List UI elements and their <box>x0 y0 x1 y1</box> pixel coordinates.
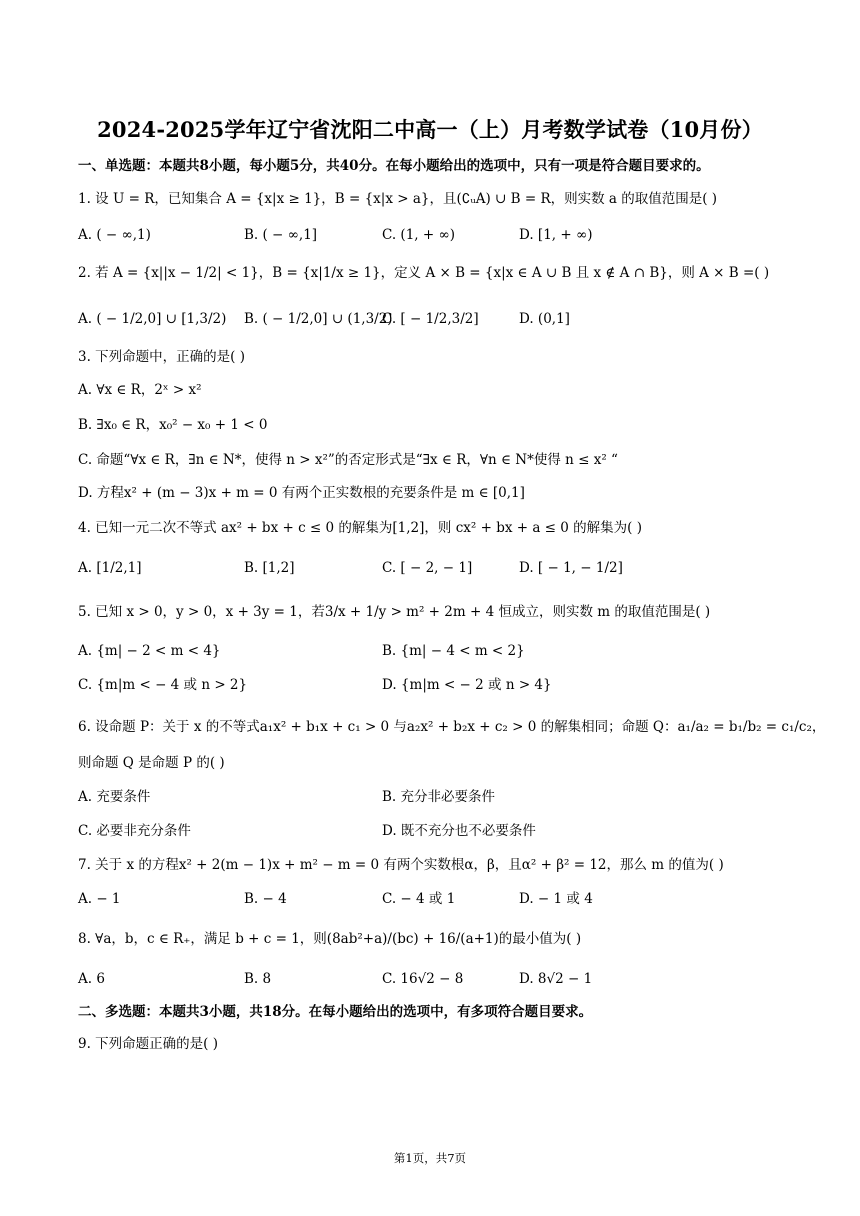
question-2: 2. 若 A = {x||x − 1/2| < 1}，B = {x|1/x ≥ 1}，定义 A × B = {x|x ∈ A ∪ B 且 x ∉ A ∩ B}，则 A × B =( ) <box>78 265 770 281</box>
q4-option-b: B. [1,2] <box>244 560 295 576</box>
q4-option-a: A. [1/2,1] <box>78 560 142 576</box>
q2-option-b: B. ( − 1/2,0] ∪ (1,3/2) <box>244 311 393 327</box>
q4-option-d: D. [ − 1, − 1/2] <box>519 560 623 576</box>
q3-option-b: B. ∃x₀ ∈ R，x₀² − x₀ + 1 < 0 <box>78 417 268 433</box>
q5-option-a: A. {m| − 2 < m < 4} <box>78 643 221 659</box>
q1-option-a: A. ( − ∞,1) <box>78 227 151 243</box>
q3-option-d: D. 方程x² + (m − 3)x + m = 0 有两个正实数根的充要条件是 m ∈ [0,1] <box>78 485 525 501</box>
q2-option-c: C. [ − 1/2,3/2] <box>382 311 479 327</box>
q7-option-b: B. − 4 <box>244 891 287 907</box>
question-5: 5. 已知 x > 0，y > 0，x + 3y = 1，若3/x + 1/y > m² + 2m + 4 恒成立，则实数 m 的取值范围是( ) <box>78 604 711 620</box>
question-7: 7. 关于 x 的方程x² + 2(m − 1)x + m² − m = 0 有两个实数根α，β，且α² + β² = 12，那么 m 的值为( ) <box>78 857 724 873</box>
question-6: 6. 设命题 P：关于 x 的不等式a₁x² + b₁x + c₁ > 0 与a₂x² + b₂x + c₂ > 0 的解集相同；命题 Q：a₁/a₂ = b₁/b₂ = c₁/c₂， <box>78 719 826 735</box>
question-8: 8. ∀a，b，c ∈ R₊，满足 b + c = 1，则(8ab²+a)/(bc) + 16/(a+1)的最小值为( ) <box>78 931 582 947</box>
question-4: 4. 已知一元二次不等式 ax² + bx + c ≤ 0 的解集为[1,2]，则 cx² + bx + a ≤ 0 的解集为( ) <box>78 520 642 536</box>
q7-option-c: C. − 4 或 1 <box>382 891 456 907</box>
q8-option-a: A. 6 <box>78 971 105 987</box>
question-3: 3. 下列命题中，正确的是( ) <box>78 349 245 365</box>
q6-option-d: D. 既不充分也不必要条件 <box>382 823 536 839</box>
q2-option-d: D. (0,1] <box>519 311 570 327</box>
question-9: 9. 下列命题正确的是( ) <box>78 1036 218 1052</box>
section-heading-multi-choice: 二、多选题：本题共3小题，共18分。在每小题给出的选项中，有多项符合题目要求。 <box>78 1004 593 1020</box>
q8-option-b: B. 8 <box>244 971 272 987</box>
section-heading-single-choice: 一、单选题：本题共8小题，每小题5分，共40分。在每小题给出的选项中，只有一项是符合题目要求的。 <box>78 158 710 174</box>
q6-option-a: A. 充要条件 <box>78 789 151 805</box>
q1-option-b: B. ( − ∞,1] <box>244 227 318 243</box>
question-1: 1. 设 U = R，已知集合 A = {x|x ≥ 1}，B = {x|x > a}，且(∁ᵤA) ∪ B = R，则实数 a 的取值范围是( ) <box>78 191 718 207</box>
q8-option-d: D. 8√2 − 1 <box>519 971 593 987</box>
q5-option-b: B. {m| − 4 < m < 2} <box>382 643 525 659</box>
q1-option-c: C. (1, + ∞) <box>382 227 455 243</box>
q6-option-b: B. 充分非必要条件 <box>382 789 496 805</box>
q6-option-c: C. 必要非充分条件 <box>78 823 191 839</box>
q3-option-a: A. ∀x ∈ R，2ˣ > x² <box>78 382 202 398</box>
q7-option-d: D. − 1 或 4 <box>519 891 593 907</box>
q2-option-a: A. ( − 1/2,0] ∪ [1,3/2) <box>78 311 227 327</box>
q7-option-a: A. − 1 <box>78 891 121 907</box>
q5-option-d: D. {m|m < − 2 或 n > 4} <box>382 677 552 693</box>
q8-option-c: C. 16√2 − 8 <box>382 971 464 987</box>
page-footer: 第1页，共7页 <box>393 1151 467 1165</box>
page-title: 2024-2025学年辽宁省沈阳二中高一（上）月考数学试卷（10月份） <box>97 117 763 142</box>
q1-option-d: D. [1, + ∞) <box>519 227 593 243</box>
q3-option-c: C. 命题“∀x ∈ R，∃n ∈ N*，使得 n > x²”的否定形式是“∃x ∈ R，∀n ∈ N*使得 n ≤ x² “ <box>78 452 618 468</box>
q5-option-c: C. {m|m < − 4 或 n > 2} <box>78 677 248 693</box>
q4-option-c: C. [ − 2, − 1] <box>382 560 473 576</box>
question-6-continued: 则命题 Q 是命题 P 的( ) <box>78 755 225 771</box>
